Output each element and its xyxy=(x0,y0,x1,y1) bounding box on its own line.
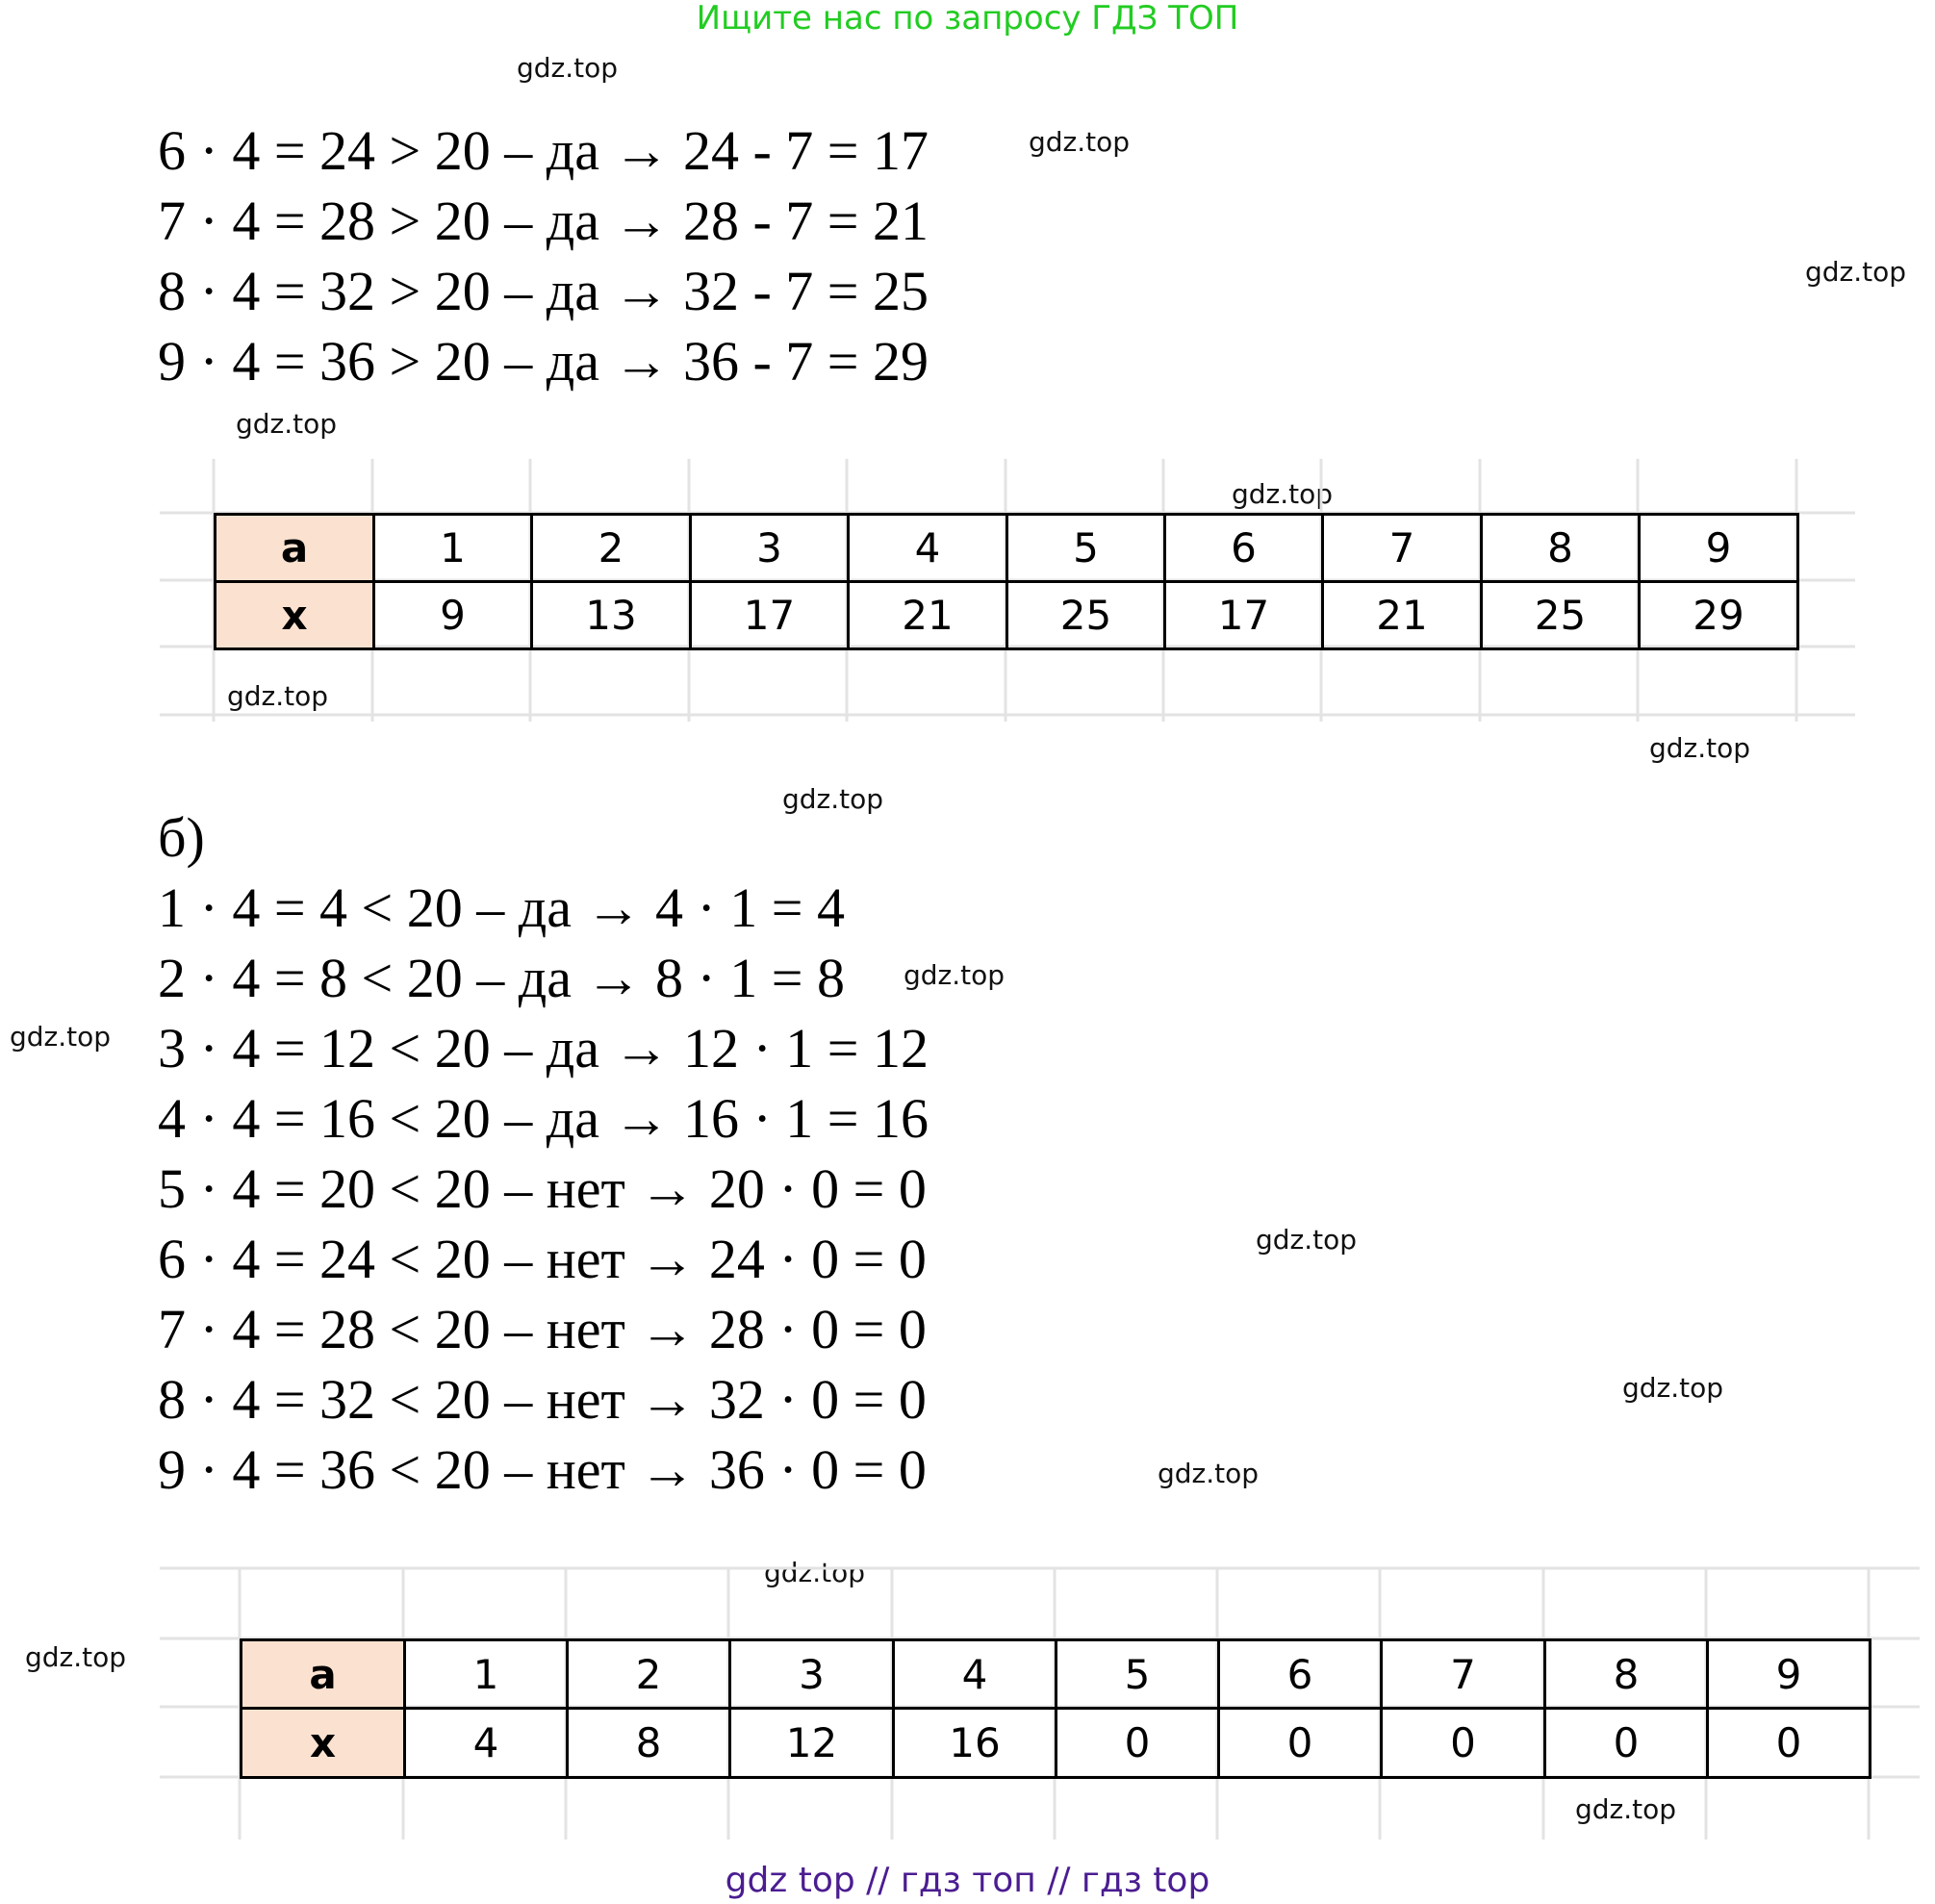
search-banner: Ищите нас по запросу ГДЗ ТОП xyxy=(696,0,1239,38)
watermark: gdz.top xyxy=(1622,1372,1724,1404)
cell-a: 1 xyxy=(374,515,532,582)
cell-x: 0 xyxy=(1545,1709,1708,1778)
table-row-a xyxy=(216,515,1798,582)
watermark: gdz.top xyxy=(904,959,1006,991)
cell-a: 4 xyxy=(849,515,1007,582)
equation-line: 9 · 4 = 36 < 20 – нет → 36 · 0 = 0 xyxy=(158,1438,927,1501)
equation-line: 2 · 4 = 8 < 20 – да → 8 · 1 = 8 xyxy=(158,947,846,1009)
cell-a: 3 xyxy=(691,515,849,582)
watermark: gdz.top xyxy=(782,783,884,815)
cell-a: 8 xyxy=(1545,1640,1708,1709)
cell-a: 8 xyxy=(1482,515,1640,582)
table-a xyxy=(214,513,1799,650)
cell-x: 17 xyxy=(1165,582,1323,649)
cell-x: 4 xyxy=(405,1709,568,1778)
cell-x: 8 xyxy=(568,1709,730,1778)
equation-line: 7 · 4 = 28 > 20 – да → 28 - 7 = 21 xyxy=(158,190,929,252)
watermark: gdz.top xyxy=(1649,732,1751,764)
watermark: gdz.top xyxy=(1805,256,1907,288)
equation-line: 8 · 4 = 32 < 20 – нет → 32 · 0 = 0 xyxy=(158,1368,927,1431)
cell-a: 2 xyxy=(532,515,691,582)
cell-x: 25 xyxy=(1007,582,1165,649)
section-b-equations xyxy=(158,873,929,1505)
cell-x: 16 xyxy=(894,1709,1057,1778)
watermark: gdz.top xyxy=(10,1021,112,1053)
equation-line: 6 · 4 = 24 < 20 – нет → 24 · 0 = 0 xyxy=(158,1228,927,1290)
cell-a: 4 xyxy=(894,1640,1057,1709)
equation-line: 3 · 4 = 12 < 20 – да → 12 · 1 = 12 xyxy=(158,1017,929,1079)
cell-x: 21 xyxy=(849,582,1007,649)
cell-x: 12 xyxy=(730,1709,894,1778)
cell-x: 0 xyxy=(1219,1709,1382,1778)
cell-a: 3 xyxy=(730,1640,894,1709)
equation-line: 5 · 4 = 20 < 20 – нет → 20 · 0 = 0 xyxy=(158,1157,927,1220)
watermark: gdz.top xyxy=(764,1557,866,1588)
section-b-label: б) xyxy=(158,806,205,869)
cell-a: 6 xyxy=(1165,515,1323,582)
equation-line: 8 · 4 = 32 > 20 – да → 32 - 7 = 25 xyxy=(158,260,929,322)
row-label-x: x xyxy=(216,582,374,649)
row-label-a: a xyxy=(216,515,374,582)
watermark: gdz.top xyxy=(236,408,338,440)
cell-x: 0 xyxy=(1708,1709,1871,1778)
watermark: gdz.top xyxy=(25,1641,127,1673)
cell-x: 0 xyxy=(1382,1709,1545,1778)
row-label-x: x xyxy=(242,1709,405,1778)
cell-x: 21 xyxy=(1323,582,1482,649)
cell-x: 17 xyxy=(691,582,849,649)
cell-x: 13 xyxy=(532,582,691,649)
watermark: gdz.top xyxy=(1575,1793,1677,1825)
row-label-a: a xyxy=(242,1640,405,1709)
cell-a: 5 xyxy=(1057,1640,1219,1709)
equation-line: 4 · 4 = 16 < 20 – да → 16 · 1 = 16 xyxy=(158,1087,929,1150)
cell-x: 9 xyxy=(374,582,532,649)
cell-x: 25 xyxy=(1482,582,1640,649)
watermark: gdz.top xyxy=(1029,126,1131,158)
cell-a: 6 xyxy=(1219,1640,1382,1709)
cell-a: 5 xyxy=(1007,515,1165,582)
cell-x: 0 xyxy=(1057,1709,1219,1778)
watermark: gdz.top xyxy=(1232,478,1334,510)
equation-line: 6 · 4 = 24 > 20 – да → 24 - 7 = 17 xyxy=(158,119,929,182)
equation-line: 7 · 4 = 28 < 20 – нет → 28 · 0 = 0 xyxy=(158,1298,927,1360)
footer-links: gdz top // гдз топ // гдз top xyxy=(725,1861,1210,1900)
table-row-x xyxy=(216,582,1798,649)
cell-a: 7 xyxy=(1382,1640,1545,1709)
cell-a: 9 xyxy=(1640,515,1798,582)
cell-a: 9 xyxy=(1708,1640,1871,1709)
cell-a: 7 xyxy=(1323,515,1482,582)
watermark: gdz.top xyxy=(227,680,329,712)
table-b xyxy=(240,1638,1871,1779)
watermark: gdz.top xyxy=(1158,1458,1260,1489)
watermark: gdz.top xyxy=(517,52,619,84)
table-row-a xyxy=(242,1640,1871,1709)
cell-a: 1 xyxy=(405,1640,568,1709)
table-row-x xyxy=(242,1709,1871,1778)
cell-x: 29 xyxy=(1640,582,1798,649)
equation-line: 9 · 4 = 36 > 20 – да → 36 - 7 = 29 xyxy=(158,330,929,393)
equation-line: 1 · 4 = 4 < 20 – да → 4 · 1 = 4 xyxy=(158,876,846,939)
watermark: gdz.top xyxy=(1256,1224,1358,1256)
section-a-equations xyxy=(158,115,929,396)
cell-a: 2 xyxy=(568,1640,730,1709)
